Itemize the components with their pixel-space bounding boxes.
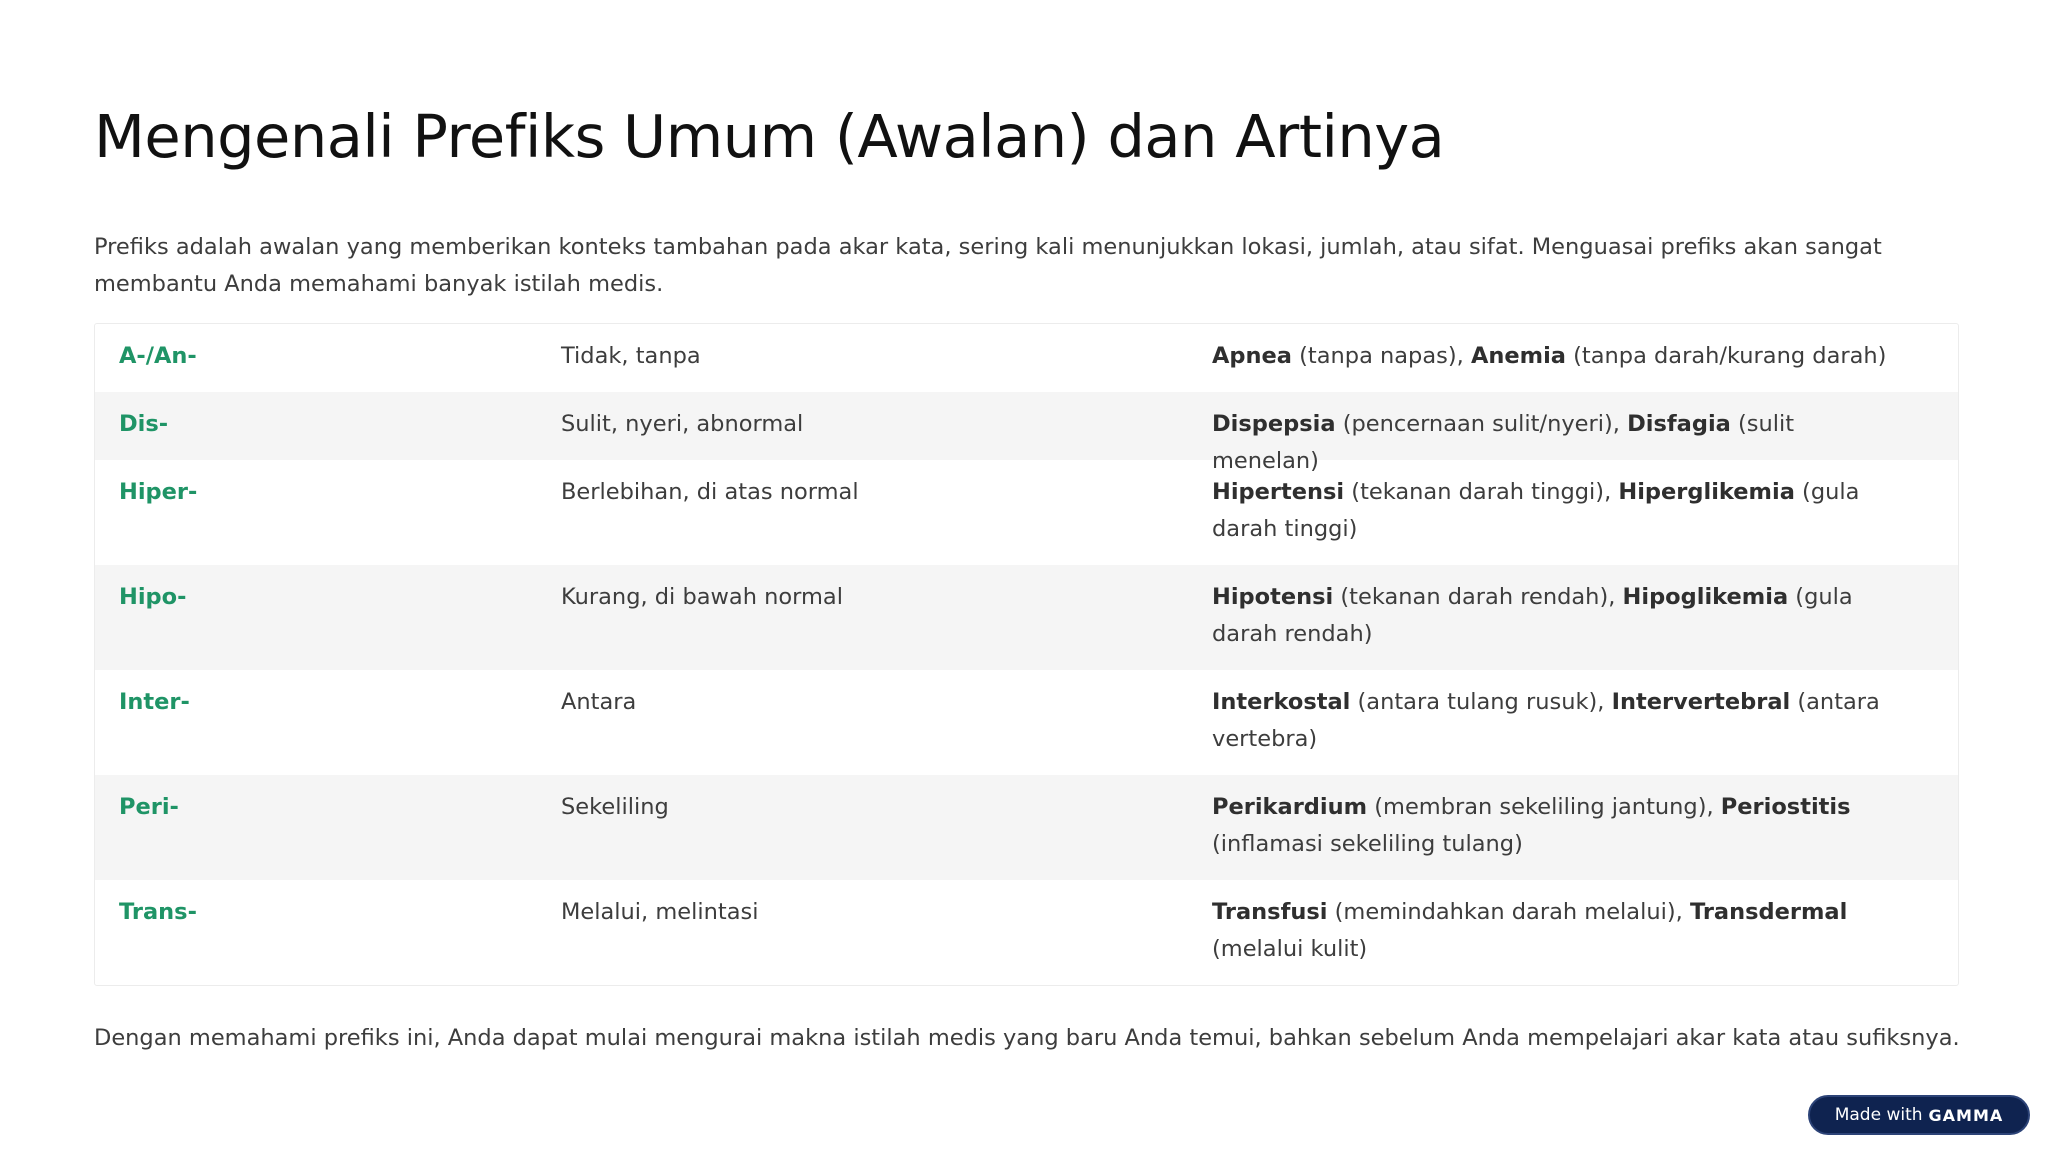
table-row — [95, 880, 1958, 985]
prefix-cell: Hiper- — [119, 479, 198, 505]
table-row — [95, 775, 1958, 880]
example-term: Intervertebral — [1611, 689, 1791, 715]
meaning-cell: Berlebihan, di atas normal — [561, 479, 859, 505]
example-desc: (tekanan darah tinggi), — [1344, 479, 1619, 505]
example-term: Dispepsia — [1212, 411, 1336, 437]
table-row — [95, 670, 1958, 775]
example-term: Anemia — [1470, 343, 1566, 369]
prefix-cell: Hipo- — [119, 584, 187, 610]
meaning-cell: Tidak, tanpa — [561, 343, 701, 369]
example-desc: (melalui kulit) — [1212, 936, 1368, 962]
example-cell — [1212, 406, 1922, 480]
meaning-cell: Antara — [561, 689, 637, 715]
example-cell — [1212, 579, 1922, 653]
example-term: Periostitis — [1720, 794, 1851, 820]
prefix-cell: Dis- — [119, 411, 169, 437]
example-desc: (gula darah rendah) — [1212, 584, 1853, 647]
intro-paragraph: Prefiks adalah awalan yang memberikan konteks tambahan pada akar kata, sering kali menunjukkan lokasi, jumlah, atau sifat. Menguasai prefiks akan sangat membantu Anda memahami banyak istilah medis. — [94, 234, 1882, 297]
example-term: Interkostal — [1212, 689, 1351, 715]
table-row — [95, 460, 1958, 565]
example-desc: (pencernaan sulit/nyeri), — [1335, 411, 1628, 437]
example-desc: (gula darah tinggi) — [1212, 479, 1860, 542]
made-with-gamma-badge[interactable] — [1808, 1095, 2030, 1135]
example-cell — [1212, 684, 1922, 758]
example-desc: (antara tulang rusuk), — [1350, 689, 1612, 715]
prefix-cell: A-/An- — [119, 343, 197, 369]
example-term: Apnea — [1212, 343, 1292, 369]
table-row — [95, 392, 1958, 474]
badge-label: Made with — [1834, 1105, 1923, 1125]
outro-paragraph: Dengan memahami prefiks ini, Anda dapat mulai mengurai makna istilah medis yang baru Anda temui, bahkan sebelum Anda mempelajari akar kata atau sufiksnya. — [94, 1025, 1960, 1051]
example-term: Hipoglikemia — [1622, 584, 1789, 610]
example-desc: (inflamasi sekeliling tulang) — [1212, 831, 1523, 857]
example-term: Transdermal — [1689, 899, 1848, 925]
meaning-cell: Sulit, nyeri, abnormal — [561, 411, 804, 437]
example-desc: (antara vertebra) — [1212, 689, 1880, 752]
example-desc: (memindahkan darah melalui), — [1327, 899, 1690, 925]
meaning-cell: Sekeliling — [561, 794, 669, 820]
example-term: Disfagia — [1627, 411, 1731, 437]
gamma-logo: GAMMA — [1928, 1105, 2004, 1125]
example-desc: (membran sekeliling jantung), — [1367, 794, 1721, 820]
meaning-cell: Melalui, melintasi — [561, 899, 759, 925]
example-term: Perikardium — [1212, 794, 1368, 820]
example-term: Hipertensi — [1212, 479, 1345, 505]
page-title: Mengenali Prefiks Umum (Awalan) dan Artinya — [94, 102, 1445, 171]
prefix-cell: Trans- — [119, 899, 197, 925]
example-desc: (tanpa darah/kurang darah) — [1565, 343, 1887, 369]
example-desc: (tanpa napas), — [1291, 343, 1471, 369]
example-desc: (tekanan darah rendah), — [1333, 584, 1623, 610]
example-cell — [1212, 789, 1922, 863]
prefix-table — [94, 323, 1959, 986]
example-cell — [1212, 894, 1922, 968]
table-row — [95, 324, 1958, 392]
meaning-cell: Kurang, di bawah normal — [561, 584, 843, 610]
table-row — [95, 565, 1958, 670]
prefix-cell: Inter- — [119, 689, 190, 715]
example-term: Hiperglikemia — [1618, 479, 1795, 505]
example-term: Hipotensi — [1212, 584, 1334, 610]
prefix-cell: Peri- — [119, 794, 179, 820]
example-desc: (sulit menelan) — [1212, 411, 1795, 474]
example-term: Transfusi — [1212, 899, 1328, 925]
example-cell — [1212, 338, 1922, 375]
example-cell — [1212, 474, 1922, 548]
